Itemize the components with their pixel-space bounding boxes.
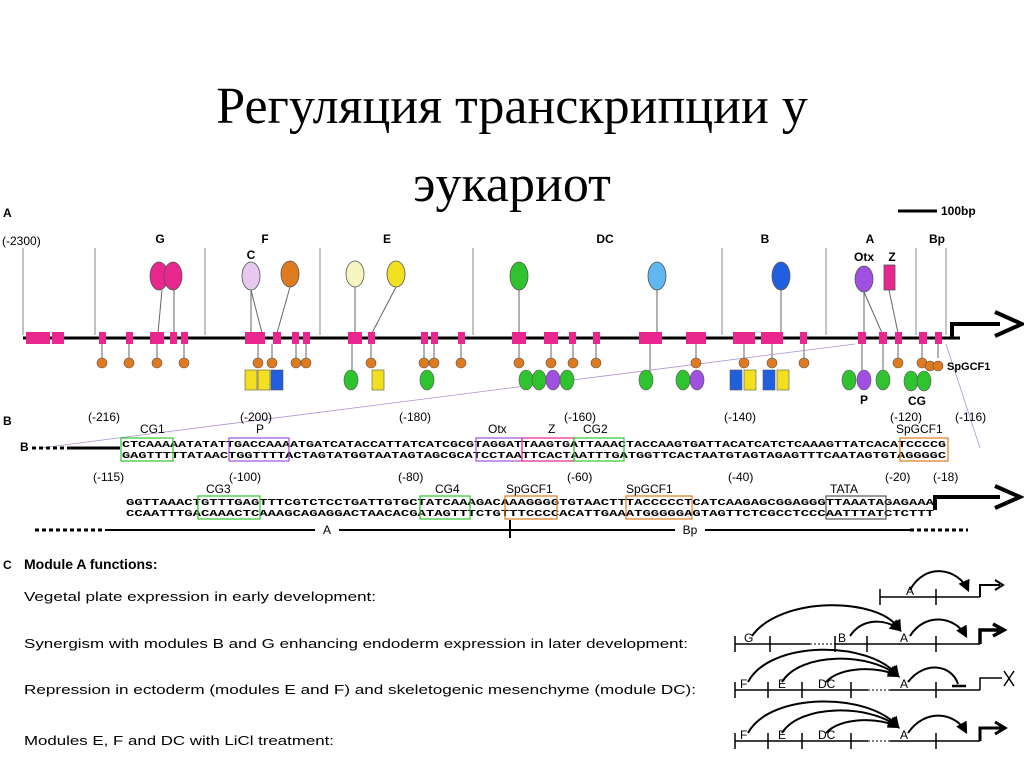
function-diagram-3-label-f: F	[740, 677, 748, 691]
factor-otx-label: Otx	[853, 250, 875, 264]
upper-factor-labels	[247, 248, 896, 264]
row1-site-cg2: CG2	[583, 422, 608, 436]
gene-label: SpGCF1	[947, 361, 991, 373]
row2-site-cg3: CG3	[206, 482, 231, 496]
function-diagram-1	[880, 571, 1003, 605]
function-row-4-text: Modules E, F and DC with LiCl treatment:	[24, 733, 334, 748]
row2-pos-115: (-115)	[93, 470, 125, 484]
factor-otx	[855, 266, 873, 292]
row2-site-cg4: CG4	[435, 482, 460, 496]
function-diagram-2-label-a: A	[900, 631, 909, 645]
row1-site-labels	[140, 422, 943, 436]
panel-c	[3, 556, 1014, 749]
factor-b	[772, 262, 790, 290]
factor-z-label: Z	[888, 250, 896, 264]
row1-pos-180: (-180)	[399, 410, 432, 424]
row2-pos-100: (-100)	[229, 470, 262, 484]
gene-regulation-diagram	[0, 195, 1024, 768]
upper-factors	[150, 261, 895, 292]
function-diagram-1-label-a: A	[906, 584, 915, 598]
row1-top-strand: CTCAAAAATATATTGACCAAAATGATCATACCATTATCATCGCGTAGGATTAAGTGATTAAACTACCAAGTGATTACATCATCTCAAAGTTATCACATCCCCG	[122, 439, 947, 450]
row1-prefix: B	[20, 440, 29, 454]
function-row-3-text: Repression in ectoderm (modules E and F) and skeletogenic mesenchyme (module DC):	[24, 682, 696, 697]
row2-bottom-strand: CCAATTTGACAAACTCAAAGCAGAGGACTAACACGATAGTTTCTGTTTCCCCACATTGAAATGGGGGAGTAGTTCTCGCCTCCCAATTTATCTCTTT	[126, 508, 935, 519]
panel-b-letter: B	[3, 414, 12, 428]
module-label-f: F	[261, 232, 269, 246]
module-label-g: G	[155, 232, 165, 246]
factor-c	[242, 262, 260, 290]
lower-orange-factors	[97, 358, 943, 371]
row2-region-a: A	[322, 523, 332, 537]
row1-site-spgcf1: SpGCF1	[896, 422, 943, 436]
row1-site-p: P	[256, 422, 265, 436]
function-diagram-3	[735, 650, 1014, 698]
row1-pos-116: (-116)	[955, 410, 987, 424]
module-label-e: E	[382, 232, 392, 246]
row2-top-strand: GGTTAAACTGTTTGAGTTTCGTCTCCTGATTGTGCTATCAAAGACAAAGGGGTGTAACTTTACCCCCTCATCAAGAGCGGAGGGTTAAATAGAGAAA	[126, 497, 935, 508]
panel-b	[3, 410, 1020, 538]
function-diagram-4-label-a: A	[900, 728, 909, 742]
function-diagram-3-label-e: E	[778, 677, 787, 691]
function-diagram-3-label-dc: DC	[818, 677, 836, 691]
row2-pos-60: (-60)	[567, 470, 593, 484]
row2-pos-40: (-40)	[728, 470, 754, 484]
panel-a-start-label: (-2300)	[2, 234, 41, 248]
panel-c-letter: C	[3, 558, 12, 572]
function-diagram-4	[735, 701, 1005, 749]
function-diagram-2-labels	[744, 631, 908, 645]
row1-site-cg1: CG1	[140, 422, 165, 436]
title-line-2: эукариот	[413, 156, 611, 213]
panel-c-rows	[24, 589, 696, 748]
scale-bar-label: 100bp	[941, 204, 976, 218]
panel-c-heading: Module A functions:	[24, 556, 158, 572]
function-diagram-3-labels	[740, 677, 908, 691]
row1-bottom-strand: GAGTTTTTATAACTGGTTTTACTAGTATGGTAATAGTAGCGCATCCTAATTCACTAATTTGATGGTTCACTAATGTAGTAGAGTTTCAATAGTGTAGGGGC	[122, 450, 947, 461]
row2-pos-20: (-20)	[885, 470, 911, 484]
module-label-dc: DC	[596, 232, 614, 246]
row2-pos-80: (-80)	[398, 470, 424, 484]
factor-p-label: P	[859, 393, 869, 407]
function-row-1-text: Vegetal plate expression in early development:	[24, 589, 376, 604]
transcription-start-arrow	[952, 312, 1022, 338]
row2-site-tata: TATA	[830, 482, 858, 496]
row1-pos-216: (-216)	[88, 410, 121, 424]
function-diagram-2-label-b: B	[838, 631, 847, 645]
row1-positions	[88, 410, 986, 424]
row1-pos-200: (-200)	[240, 410, 273, 424]
lower-factors	[245, 370, 931, 391]
module-label-bp: Bp	[929, 232, 945, 246]
lower-factor-labels	[860, 393, 926, 408]
factor-dc	[510, 262, 528, 290]
row2-pos-18: (-18)	[933, 470, 959, 484]
function-diagram-3-label-a: A	[900, 677, 909, 691]
factor-e-1	[346, 261, 364, 287]
function-diagram-4-labels	[740, 728, 908, 742]
module-labels	[155, 232, 945, 246]
row2-site-spgcf1-b: SpGCF1	[626, 482, 673, 496]
row2-site-labels	[206, 482, 858, 496]
factor-stalks	[158, 287, 898, 333]
function-diagram-4-label-f: F	[740, 728, 748, 742]
factor-e-2	[387, 261, 405, 287]
factor-z	[884, 265, 895, 290]
factor-c-label: C	[246, 248, 256, 262]
panel-a-letter: A	[3, 206, 12, 220]
function-row-2-text: Synergism with modules B and G enhancing endoderm expression in later development:	[24, 636, 688, 651]
row1-site-otx: Otx	[488, 422, 507, 436]
function-diagram-2-label-g: G	[744, 631, 754, 645]
row1-pos-160: (-160)	[564, 410, 597, 424]
module-label-a: A	[865, 232, 875, 246]
factor-cg-label: CG	[908, 394, 926, 408]
row1-site-z: Z	[548, 422, 556, 436]
row1-pos-140: (-140)	[724, 410, 757, 424]
row2-region-bp: Bp	[682, 523, 698, 537]
function-diagram-2	[735, 605, 1004, 652]
row2-site-spgcf1-a: SpGCF1	[506, 482, 553, 496]
row2-region-line	[35, 520, 968, 538]
panel-a	[2, 204, 1022, 448]
factor-g-2	[164, 262, 182, 290]
factor-dc-2	[648, 262, 666, 290]
row1-pos-120: (-120)	[890, 410, 923, 424]
module-label-b: B	[760, 232, 770, 246]
function-diagram-4-label-e: E	[778, 728, 787, 742]
function-diagram-4-label-dc: DC	[818, 728, 836, 742]
title-line-1: Регуляция транскрипции у	[216, 78, 808, 135]
factor-f	[281, 261, 299, 287]
row2-transcription-arrow	[935, 486, 1020, 510]
